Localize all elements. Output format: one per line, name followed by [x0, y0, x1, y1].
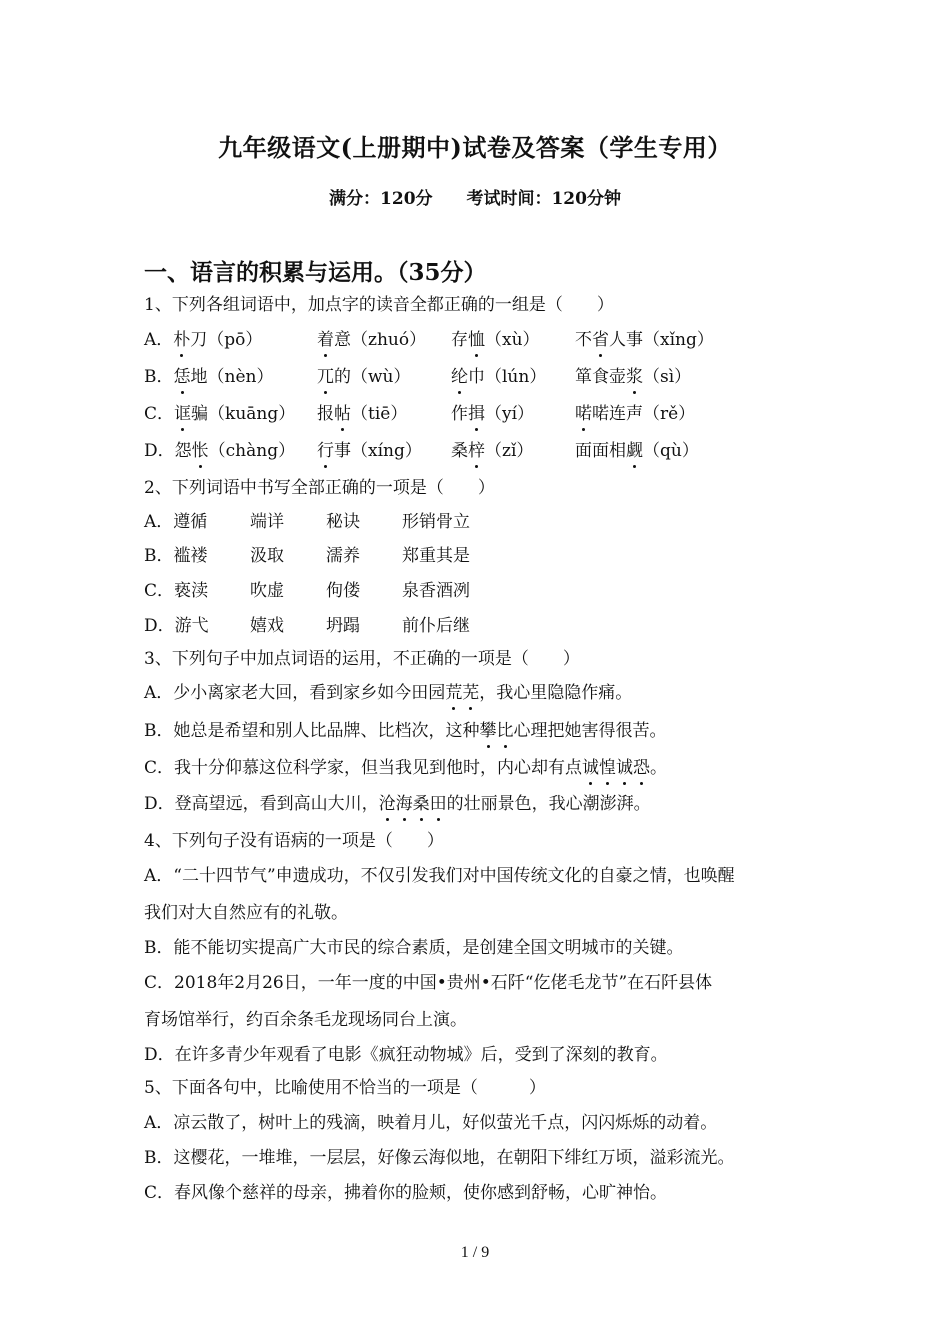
term-suffix: （xù） — [485, 330, 540, 350]
term-suffix: 地（nèn） — [190, 367, 274, 387]
q1-stem: 1、下列各组词语中，加点字的读音全都正确的一组是（ ） — [144, 295, 614, 315]
q1-term — [144, 439, 295, 463]
sentence-start: D．登高望远，看到高山大川， — [144, 794, 379, 814]
q1-term — [575, 439, 699, 463]
q2-word: 郑重其是 — [402, 546, 470, 566]
q2-word: B．褴褛 — [144, 546, 208, 566]
q2-word: 泉香酒冽 — [402, 581, 470, 601]
term-prefix: 桑 — [451, 441, 468, 461]
sentence-end: 的壮丽景色，我心潮澎湃。 — [446, 794, 651, 814]
dotted-char: 喏 — [575, 404, 592, 424]
q2-word: 濡养 — [326, 546, 360, 566]
q1-term — [575, 402, 695, 426]
dotted-char: 比 — [496, 721, 514, 741]
q2-word: 端详 — [250, 512, 284, 532]
dotted-char: 芜 — [462, 683, 480, 703]
q2-word: 嬉戏 — [250, 616, 284, 636]
q1-term — [317, 439, 422, 463]
q2-word: 佝偻 — [326, 581, 360, 601]
dotted-char: 兀 — [317, 367, 334, 387]
term-prefix: 不 — [575, 330, 592, 350]
option-letter: D． — [144, 441, 175, 461]
q3-option — [144, 719, 667, 743]
q1-term — [317, 402, 407, 426]
dotted-word — [582, 758, 650, 778]
dotted-char: 觑 — [626, 441, 643, 461]
term-suffix: （chàng） — [208, 441, 296, 461]
q4-option-c-cont: 育场馆举行，约百余条毛龙现场同台上演。 — [144, 1010, 467, 1030]
sentence-start: B．她总是希望和别人比品牌、比档次，这种 — [144, 721, 480, 741]
dotted-char: 揖 — [468, 404, 485, 424]
dotted-char: 惶 — [599, 758, 617, 778]
q4-option-d: D．在许多青少年观看了电影《疯狂动物城》后，受到了深刻的教育。 — [144, 1045, 668, 1065]
term-suffix: 人事（xǐng） — [609, 330, 714, 350]
option-letter: C． — [144, 404, 175, 424]
q2-word: 坍蹋 — [326, 616, 360, 636]
dotted-char: 恐 — [633, 758, 651, 778]
dotted-word — [379, 794, 447, 814]
q1-term — [317, 365, 411, 389]
dotted-char: 帖 — [334, 404, 351, 424]
term-suffix: 意（zhuó） — [334, 330, 427, 350]
exam-meta — [0, 184, 950, 209]
term-suffix: 骗（kuāng） — [191, 404, 296, 424]
q1-term — [144, 365, 273, 389]
page-title: 九年级语文(上册期中)试卷及答案（学生专用） — [218, 133, 732, 162]
q1-term — [317, 328, 426, 352]
q1-term — [451, 402, 534, 426]
dotted-char: 行 — [317, 441, 334, 461]
term-prefix: 箪食壶 — [575, 367, 626, 387]
q5-stem: 5、下面各句中，比喻使用不恰当的一项是（ ） — [144, 1078, 546, 1098]
q2-word: D．游弋 — [144, 616, 209, 636]
q1-term — [144, 402, 295, 426]
dotted-char: 诓 — [174, 404, 192, 424]
dotted-char: 浆 — [626, 367, 643, 387]
sentence-end: 心理把她害得很苦。 — [513, 721, 667, 741]
q5-option-b: B．这樱花，一堆堆，一层层，好像云海似地，在朝阳下绯红万顷，溢彩流光。 — [144, 1148, 735, 1168]
dotted-char: 纶 — [451, 367, 468, 387]
q4-option-c: C．2018年2月26日，一年一度的中国•贵州•石阡“仡佬毛龙节”在石阡县体 — [144, 973, 713, 993]
q1-term — [451, 439, 533, 463]
sentence-start: A．少小离家老大回，看到家乡如今田园 — [144, 683, 446, 703]
q4-option-a: A．“二十四节气”申遗成功，不仅引发我们对中国传统文化的自豪之情，也唤醒 — [144, 866, 735, 886]
q2-word: 前仆后继 — [402, 616, 470, 636]
exam-time: 考试时间：120分钟 — [466, 189, 621, 209]
dotted-char: 诚 — [616, 758, 634, 778]
dotted-char: 朴 — [173, 330, 191, 350]
term-prefix: 存 — [451, 330, 468, 350]
q1-term — [144, 328, 262, 352]
term-prefix: 怨 — [174, 441, 192, 461]
term-suffix: （tiē） — [351, 404, 408, 424]
dotted-char: 攀 — [479, 721, 497, 741]
term-suffix: （sì） — [643, 367, 692, 387]
q2-word: C．亵渎 — [144, 581, 209, 601]
q3-option — [144, 756, 667, 780]
term-suffix: 事（xíng） — [334, 441, 422, 461]
term-suffix: 的（wù） — [334, 367, 411, 387]
q1-term — [575, 328, 714, 352]
q3-option — [144, 792, 651, 816]
q2-word: 汲取 — [250, 546, 284, 566]
q3-option — [144, 681, 632, 705]
sentence-end: ，我心里隐隐作痛。 — [479, 683, 633, 703]
q2-word: 吹虚 — [250, 581, 284, 601]
term-suffix: 刀（pō） — [190, 330, 263, 350]
dotted-char: 梓 — [468, 441, 485, 461]
q2-stem: 2、下列词语中书写全部正确的一项是（ ） — [144, 478, 495, 498]
q2-word: A．遵循 — [144, 512, 208, 532]
dotted-char: 沧 — [378, 794, 396, 814]
sentence-end: 。 — [650, 758, 668, 778]
term-suffix: （zǐ） — [485, 441, 534, 461]
term-suffix: 巾（lún） — [468, 367, 547, 387]
term-prefix: 作 — [451, 404, 468, 424]
q1-term — [575, 365, 691, 389]
dotted-char: 省 — [592, 330, 609, 350]
q2-word: 形销骨立 — [402, 512, 470, 532]
term-suffix: 喏连声（rě） — [592, 404, 696, 424]
q1-term — [451, 365, 546, 389]
dotted-word — [445, 683, 479, 703]
dotted-char: 海 — [395, 794, 413, 814]
q1-term — [451, 328, 540, 352]
dotted-char: 怅 — [191, 441, 209, 461]
q5-option-a: A．凉云散了，树叶上的残滴，映着月儿，好似萤光千点，闪闪烁烁的动着。 — [144, 1113, 718, 1133]
section-title: 一、语言的积累与运用。（35分） — [144, 259, 487, 286]
dotted-word — [480, 721, 514, 741]
q2-word: 秘诀 — [326, 512, 360, 532]
q4-stem: 4、下列句子没有语病的一项是（ ） — [144, 831, 444, 851]
q3-stem: 3、下列句子中加点词语的运用，不正确的一项是（ ） — [144, 649, 580, 669]
dotted-char: 桑 — [412, 794, 430, 814]
q4-option-b: B．能不能切实提高广大市民的综合素质，是创建全国文明城市的关键。 — [144, 938, 684, 958]
q4-option-a-cont: 我们对大自然应有的礼敬。 — [144, 903, 348, 923]
term-suffix: （yí） — [485, 404, 535, 424]
q5-option-c: C．春风像个慈祥的母亲，拂着你的脸颊，使你感到舒畅，心旷神怡。 — [144, 1183, 668, 1203]
dotted-char: 荒 — [445, 683, 463, 703]
dotted-char: 诚 — [582, 758, 600, 778]
dotted-char: 田 — [429, 794, 447, 814]
dotted-char: 着 — [317, 330, 334, 350]
option-letter: A． — [144, 330, 174, 350]
dotted-char: 恁 — [173, 367, 191, 387]
term-suffix: （qù） — [643, 441, 699, 461]
dotted-char: 恤 — [468, 330, 485, 350]
term-prefix: 报 — [317, 404, 334, 424]
full-score: 满分：120分 — [329, 189, 433, 209]
sentence-start: C．我十分仰慕这位科学家，但当我见到他时，内心却有点 — [144, 758, 583, 778]
page-number: 1 / 9 — [460, 1244, 490, 1261]
option-letter: B． — [144, 367, 174, 387]
term-prefix: 面面相 — [575, 441, 626, 461]
